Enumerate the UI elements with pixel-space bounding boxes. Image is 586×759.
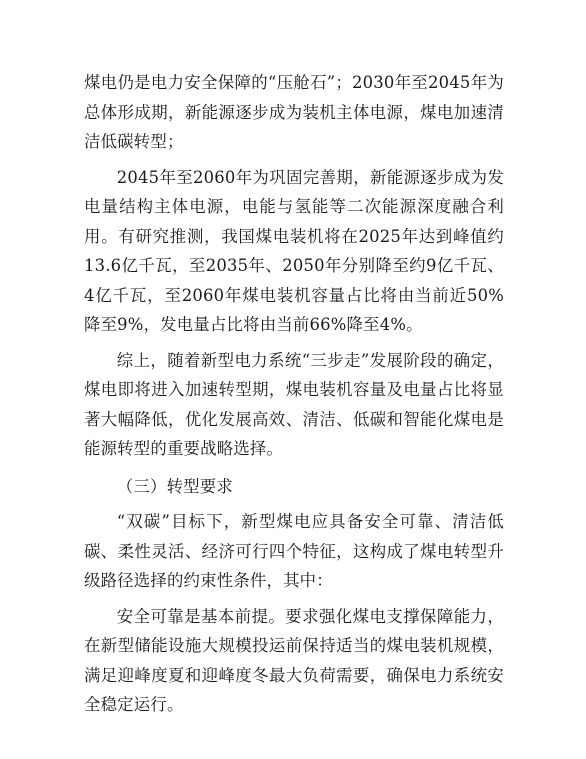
paragraph-safety-reliability: 安全可靠是基本前提。要求强化煤电支撑保障能力，在新型储能设施大规模投运前保持适当的煤电装机规模，满足迎峰度夏和迎峰度冬最大负荷需要，确保电力系统安全稳定运行。 <box>84 606 504 714</box>
paragraph-dual-carbon-goals: “双碳”目标下，新型煤电应具备安全可靠、清洁低碳、柔性灵活、经济可行四个特征，这构成了煤电转型升级路径选择的约束性条件，其中： <box>84 512 504 590</box>
paragraph-summary: 综上，随着新型电力系统“三步走”发展阶段的确定，煤电即将进入加速转型期，煤电装机容量及电量占比将显著大幅降低，优化发展高效、清洁、低碳和智能化煤电是能源转型的重要战略选择。 <box>84 350 504 458</box>
paragraph-coal-ballast: 煤电仍是电力安全保障的“压舱石”；2030年至2045年为总体形成期，新能源逐步成为装机主体电源，煤电加速清洁低碳转型； <box>84 73 504 151</box>
section-heading: （三）转型要求 <box>116 476 233 496</box>
paragraph-consolidation-period: 2045年至2060年为巩固完善期，新能源逐步成为发电量结构主体电源，电能与氢能等二次能源深度融合利用。有研究推测，我国煤电装机将在2025年达到峰值约13.6亿千瓦，至2035年、2050年分别降至约9亿千瓦、4亿千瓦，至2060年煤电装机容量占比将由当前近50%降至9%，发电量占比将由当前66%降至4%。 <box>84 167 504 334</box>
document-page <box>84 68 504 720</box>
